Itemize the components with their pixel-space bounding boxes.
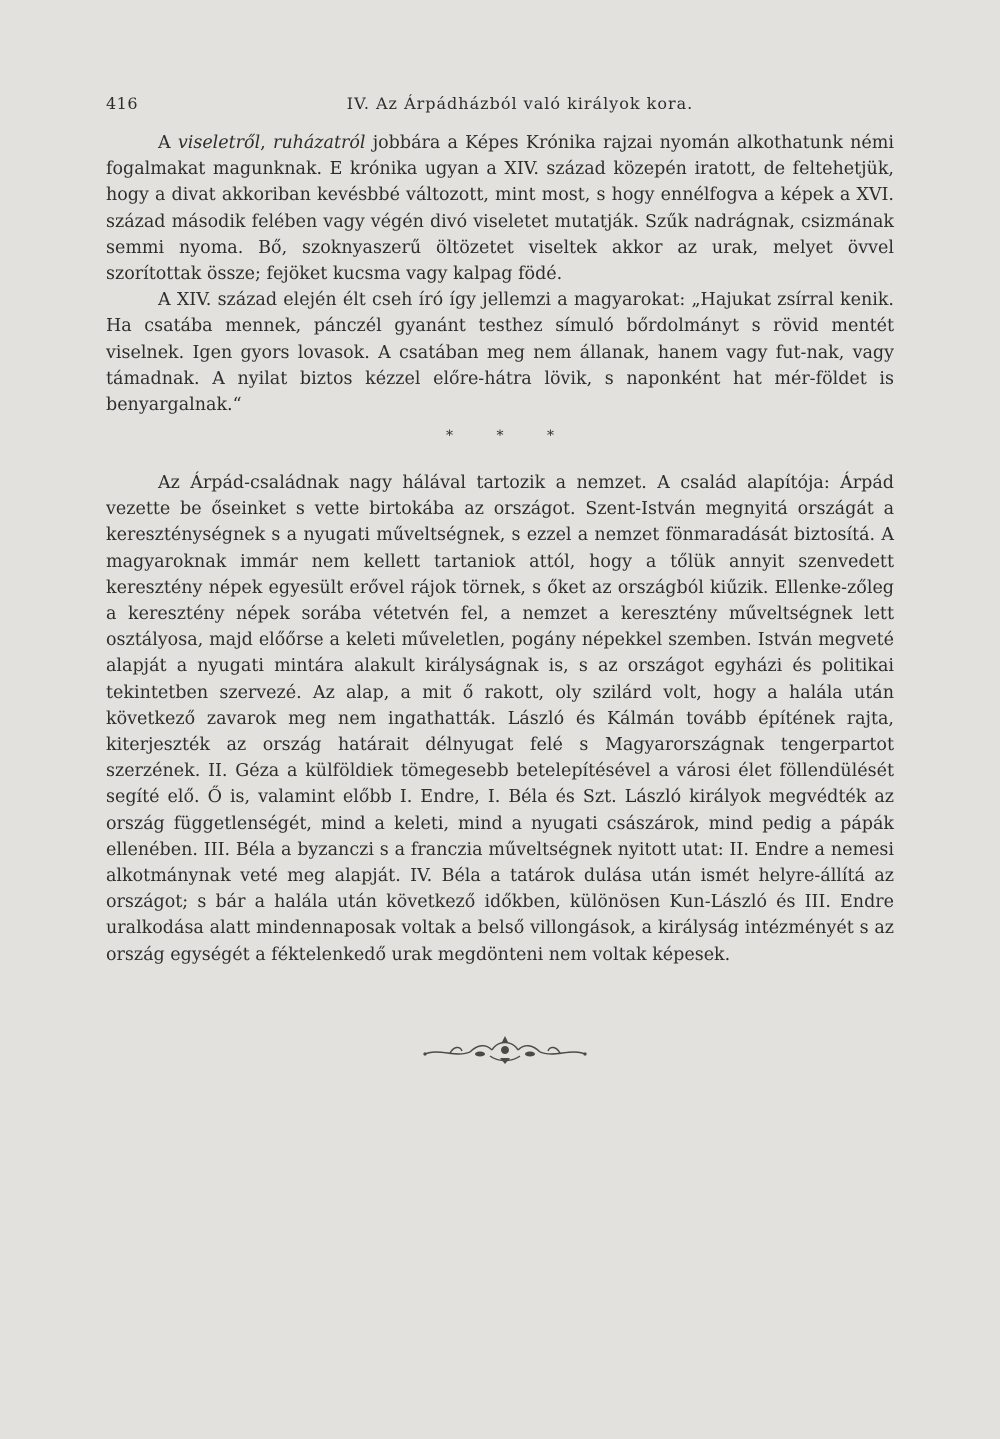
- paragraph-clothing: A viseletről, ruházatról jobbára a Képes Krónika rajzai nyomán alkothatunk némi fogalmakat magunknak. E krónika ugyan a XIV. század közepén iratott, de feltehetjük, hogy a divat akkoriban kevésbbé változott, mint most, s hogy ennélfogva a képek a XVI. század második felében vagy végén divó viseletet mutatják. Szűk nadrágnak, csizmának semmi nyoma. Bő, szoknyaszerű öltözetet viseltek akkor az urak, melyet övvel szorítottak össze; fejöket kucsma vagy kalpag födé.: [106, 133, 894, 285]
- paragraph-czech-writer: A XIV. század elején élt cseh író így jellemzi a magyarokat: „Hajukat zsírral kenik. Ha csatába mennek, pánczél gyanánt testhez símuló bőrdolmányt s rövid mentét viselnek. Igen gyors lovasok. A csatában meg nem állanak, hanem vagy fut-nak, vagy támadnak. A nyilat biztos kézzel előre-hátra lövik, s naponként hat mér-földet is benyargalnak.“: [106, 290, 894, 416]
- text-block-clothing: [106, 130, 894, 418]
- section-separator: [0, 428, 1000, 444]
- page-number: 416: [106, 94, 139, 113]
- vignette-ornament-icon: [420, 1036, 590, 1066]
- paragraph-arpad-family: Az Árpád-családnak nagy hálával tartozik a nemzet. A család alapítója: Árpád vezette be őseinket s vette birtokába az országot. Szent-István megnyitá országát a kereszténységnek s a nyugati műveltségnek, s ezzel a nemzet fönmaradását biztosítá. A magyaroknak immár nem kellett tartaniok attól, hogy a tőlük annyit szenvedett keresztény népek egyesült erővel rájok törnek, s őket az országból kiűzik. Ellenke-zőleg a keresztény népek sorába vétetvén fel, a nemzet a keresztény műveltségnek lett osztályosa, majd előőrse a keleti műveletlen, pogány népekkel szemben. István megveté alapját a nyugati mintára alakult királyságnak is, s az országot egyházi és politikai tekintetben szervezé. Az alap, a mit ő rakott, oly szilárd volt, hogy a halála után következő zavarok meg nem ingathatták. László és Kálmán tovább építének rajta, kiterjeszték az ország határait délnyugat felé s Magyarországnak tengerpartot szerzének. II. Géza a külföldiek tömegesebb betelepítésével a városi élet föllendülését segíté elő. Ő is, valamint előbb I. Endre, I. Béla és Szt. László királyok megvédték az ország függetlenségét, mind a keleti, mind a nyugati császárok, mind pedig a pápák ellenében. III. Béla a byzanczi s a franczia műveltségnek nyitott utat: II. Endre a nemesi alkotmánynak veté meg alapját. IV. Béla a tatárok dulása után ismét helyre-állítá az országot; s bár a halála után következő időkben, különösen Kun-László és III. Endre uralkodása alatt mindennaposak voltak a belső villongások, a királyság intézményét s az ország egységét a féktelenkedő urak megdönteni nem voltak képesek.: [106, 473, 894, 965]
- emphasis-viseletrol: viseletről: [177, 133, 261, 153]
- separator-star: *: [546, 428, 554, 444]
- text-block-arpad-family: [106, 470, 894, 968]
- page-header: [106, 94, 894, 124]
- emphasis-ruhazatrol: ruházatról: [272, 133, 366, 153]
- separator-star: *: [496, 428, 504, 444]
- separator-star: *: [446, 428, 454, 444]
- running-title: IV. Az Árpádházból való királyok kora.: [346, 94, 694, 113]
